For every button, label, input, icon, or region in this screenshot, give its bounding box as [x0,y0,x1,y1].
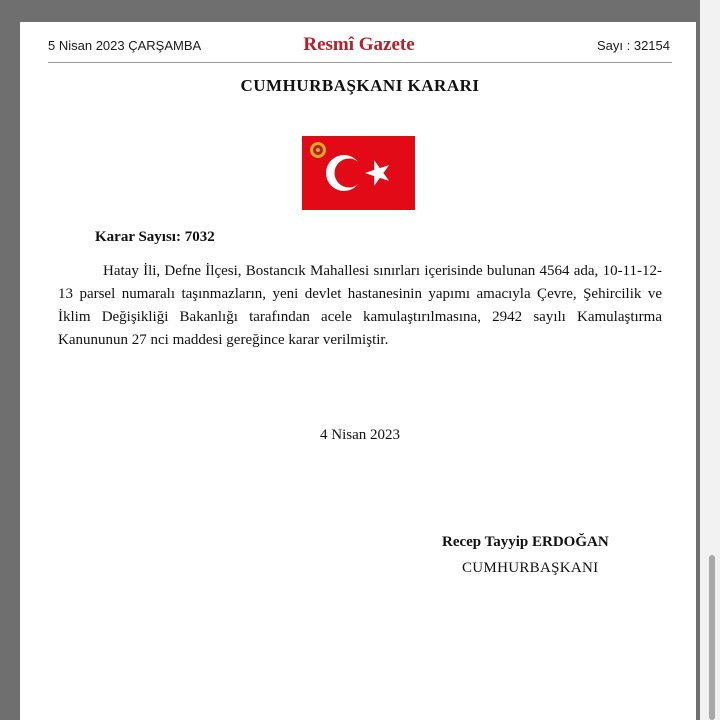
issue-date: 5 Nisan 2023 ÇARŞAMBA [48,38,202,53]
decision-body: Hatay İli, Defne İlçesi, Bostancık Mahallesi sınırları içerisinde bulunan 4564 ada, 10-11-12-13 parsel numaralı taşınmazların, yeni devlet hastanesinin yapımı amacıyla Çevre, Şehircilik ve İklim Değişikliği Bakanlığı tarafından acele kamulaştırılmasına, 2942 sayılı Kamulaştırma Kanununun 27 nci maddesi gereğince karar verilmiştir. [58,263,662,348]
turkish-flag-icon [302,136,415,210]
scrollbar-thumb[interactable] [709,555,715,720]
issue-number: Sayı : 32154 [597,38,670,53]
gazette-title: Resmî Gazete [303,34,415,55]
presidential-seal-icon [310,142,326,158]
signature-date: 4 Nisan 2023 [320,427,400,443]
header-divider [48,62,672,63]
signer-title: CUMHURBAŞKANI [462,560,599,576]
signer-name: Recep Tayyip ERDOĞAN [442,534,609,550]
vertical-scrollbar[interactable] [700,0,720,720]
decision-number: Karar Sayısı: 7032 [95,229,215,245]
gazette-header [48,34,670,58]
document-page [20,22,696,720]
document-heading: CUMHURBAŞKANI KARARI [240,76,480,95]
